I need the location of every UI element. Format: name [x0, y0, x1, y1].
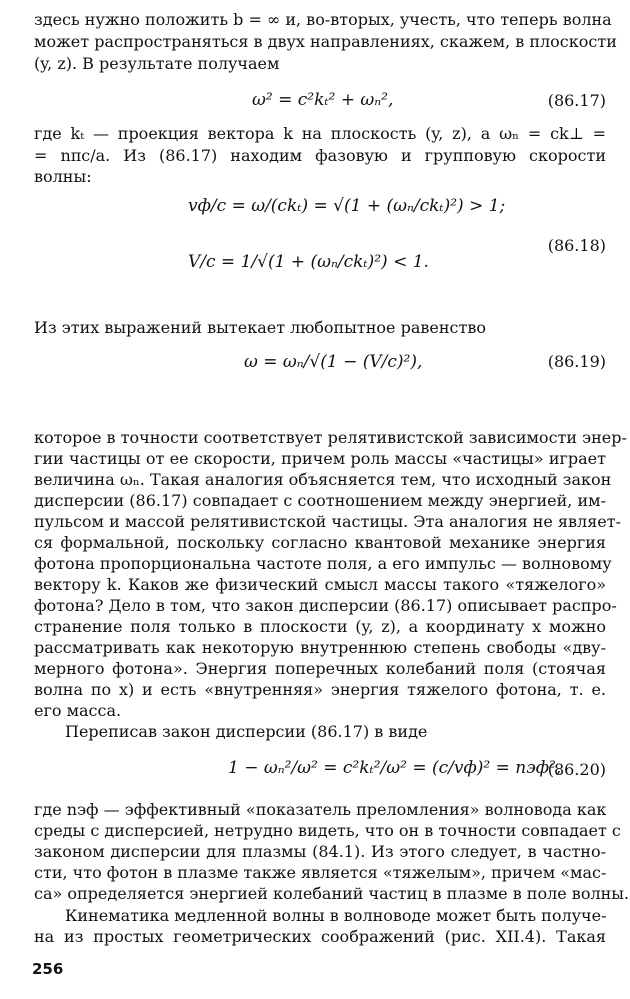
- text-line: на из простых геометрических соображений (рис. XII.4). Такая: [34, 927, 606, 946]
- text-line: пульсом и массой релятивистской частицы. Эта аналогия не являет-: [34, 512, 622, 531]
- text-line: рассматривать как некоторую внутреннюю степень свободы «дву-: [34, 638, 606, 657]
- text-line: фотона пропорциональна частоте поля, а его импульс — волновому: [34, 554, 612, 573]
- text-line: Кинематика медленной волны в волноводе может быть получе-: [65, 906, 607, 925]
- equation-number: (86.20): [547, 760, 606, 779]
- text-line: волна по x) и есть «внутренняя» энергия тяжелого фотона, т. е.: [34, 680, 606, 699]
- text-line: Переписав закон дисперсии (86.17) в виде: [65, 722, 428, 741]
- equation-86-17: ω² = c²kₜ² + ωₙ²,: [252, 90, 394, 110]
- text-line: фотона? Дело в том, что закон дисперсии (86.17) описывает распро-: [34, 596, 617, 615]
- text-line: мерного фотона». Энергия поперечных колебаний поля (стоячая: [34, 659, 606, 678]
- equation-number: (86.19): [547, 352, 606, 371]
- equation-86-19: ω = ωₙ/√(1 − (V/c)²),: [244, 352, 423, 372]
- equation-86-18-group: V/c = 1/√(1 + (ωₙ/ckₜ)²) < 1.: [188, 252, 429, 272]
- text-line: гии частицы от ее скорости, причем роль массы «частицы» играет: [34, 449, 606, 468]
- text-line: ся формальной, поскольку согласно квантовой механике энергия: [34, 533, 606, 552]
- text-line: са» определяется энергией колебаний частиц в плазме в поле волны.: [34, 884, 630, 903]
- text-line: величина ωₙ. Такая аналогия объясняется тем, что исходный закон: [34, 470, 612, 489]
- text-line: волны:: [34, 167, 92, 186]
- text-line: = nπc/a. Из (86.17) находим фазовую и групповую скорости: [34, 146, 606, 165]
- text-line: которое в точности соответствует релятивистской зависимости энер-: [34, 428, 627, 447]
- text-line: его масса.: [34, 701, 122, 720]
- text-line: вектору k. Каков же физический смысл массы такого «тяжелого»: [34, 575, 606, 594]
- equation-86-18-phase: vф/c = ω/(ckₜ) = √(1 + (ωₙ/ckₜ)²) > 1;: [188, 196, 506, 216]
- equation-number: (86.18): [547, 236, 606, 255]
- text-line: где nэф — эффективный «показатель преломления» волновода как: [34, 800, 607, 819]
- text-line: странение поля только в плоскости (y, z), а координату x можно: [34, 617, 606, 636]
- text-line: может распространяться в двух направлениях, скажем, в плоскости: [34, 32, 617, 51]
- text-line: где kₜ — проекция вектора k на плоскость (y, z), а ωₙ = ck⊥ =: [34, 124, 606, 143]
- text-line: законом дисперсии для плазмы (84.1). Из этого следует, в частно-: [34, 842, 606, 861]
- equation-86-20: 1 − ωₙ²/ω² = c²kₜ²/ω² = (c/vф)² = nэф²,: [228, 758, 562, 778]
- text-line: здесь нужно положить b = ∞ и, во-вторых, учесть, что теперь волна: [34, 10, 612, 29]
- text-line: сти, что фотон в плазме также является «тяжелым», причем «мас-: [34, 863, 607, 882]
- page-number: 256: [32, 960, 64, 978]
- text-line: среды с дисперсией, нетрудно видеть, что он в точности совпадает с: [34, 821, 621, 840]
- equation-number: (86.17): [547, 91, 606, 110]
- text-line: (y, z). В результате получаем: [34, 54, 280, 73]
- text-line: Из этих выражений вытекает любопытное равенство: [34, 318, 486, 337]
- text-line: дисперсии (86.17) совпадает с соотношением между энергией, им-: [34, 491, 606, 510]
